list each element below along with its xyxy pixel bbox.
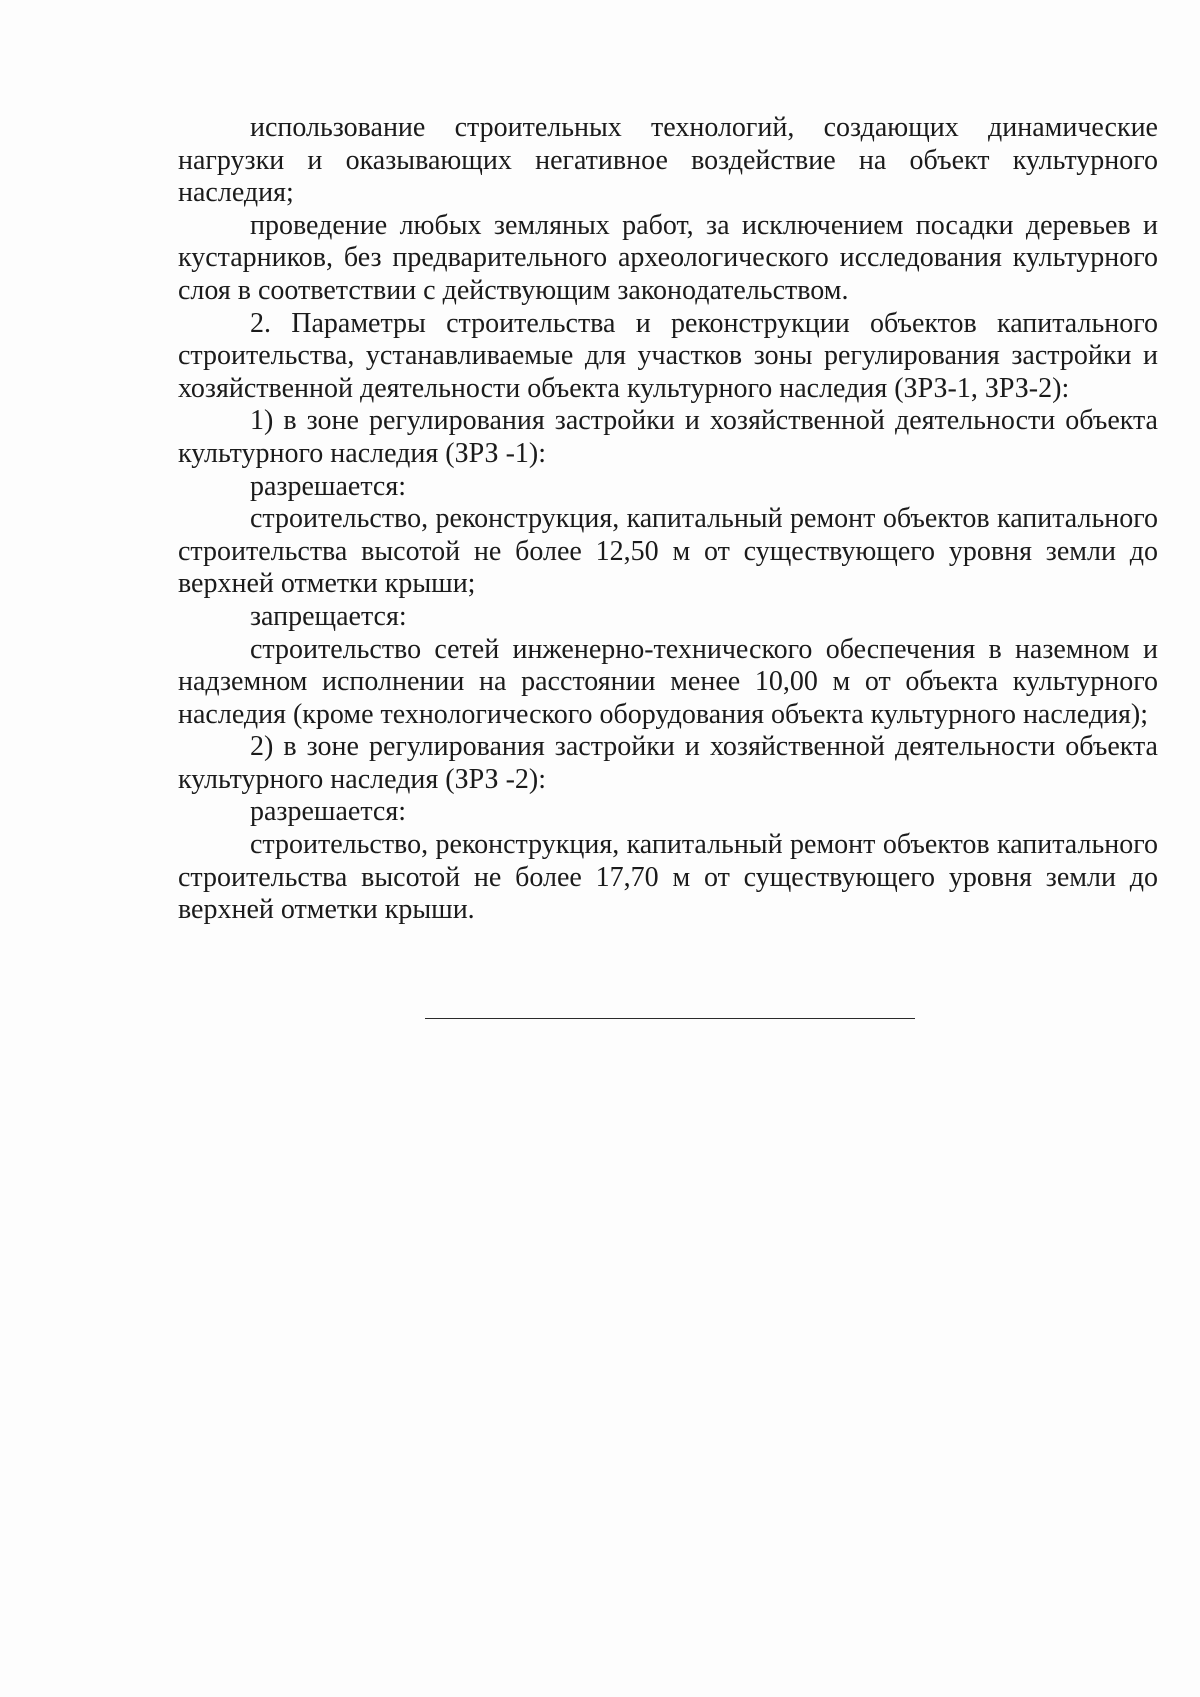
paragraph-zone-1-forbidden-label: запрещается: — [250, 600, 407, 632]
paragraph-zone-2-allowed-label: разрешается: — [250, 796, 406, 828]
paragraph-construction-technologies: использование строительных технологий, создающих динамические нагрузки и оказывающих негативное воздействие на объект культурного наследия; — [178, 112, 1158, 209]
paragraph-zone-2-heading: 2) в зоне регулирования застройки и хозяйственной деятельности объекта культурного наследия (ЗРЗ -2): — [178, 731, 1158, 795]
end-divider-line — [425, 1018, 915, 1019]
paragraph-zone-1-allowed-text: строительство, реконструкция, капитальный ремонт объектов капитального строительства высотой не более 12,50 м от существующего уровня земли до верхней отметки крыши; — [178, 503, 1158, 600]
paragraph-parameters-heading: 2. Параметры строительства и реконструкции объектов капитального строительства, устанавливаемые для участков зоны регулирования застройки и хозяйственной деятельности объекта культурного наследия (ЗРЗ-1, ЗРЗ-2): — [178, 307, 1158, 404]
paragraph-zone-1-heading: 1) в зоне регулирования застройки и хозяйственной деятельности объекта культурного наследия (ЗРЗ -1): — [178, 405, 1158, 469]
paragraph-zone-1-allowed-label: разрешается: — [250, 470, 406, 502]
paragraph-earthworks: проведение любых земляных работ, за исключением посадки деревьев и кустарников, без предварительного археологического исследования культурного слоя в соответствии с действующим законодательством. — [178, 209, 1158, 306]
paragraph-zone-2-allowed-text: строительство, реконструкция, капитальный ремонт объектов капитального строительства высотой не более 17,70 м от существующего уровня земли до верхней отметки крыши. — [178, 829, 1158, 926]
document-body — [178, 112, 1158, 927]
paragraph-zone-1-forbidden-text: строительство сетей инженерно-технического обеспечения в наземном и надземном исполнении на расстоянии менее 10,00 м от объекта культурного наследия (кроме технологического оборудования объекта культурного наследия); — [178, 633, 1158, 730]
